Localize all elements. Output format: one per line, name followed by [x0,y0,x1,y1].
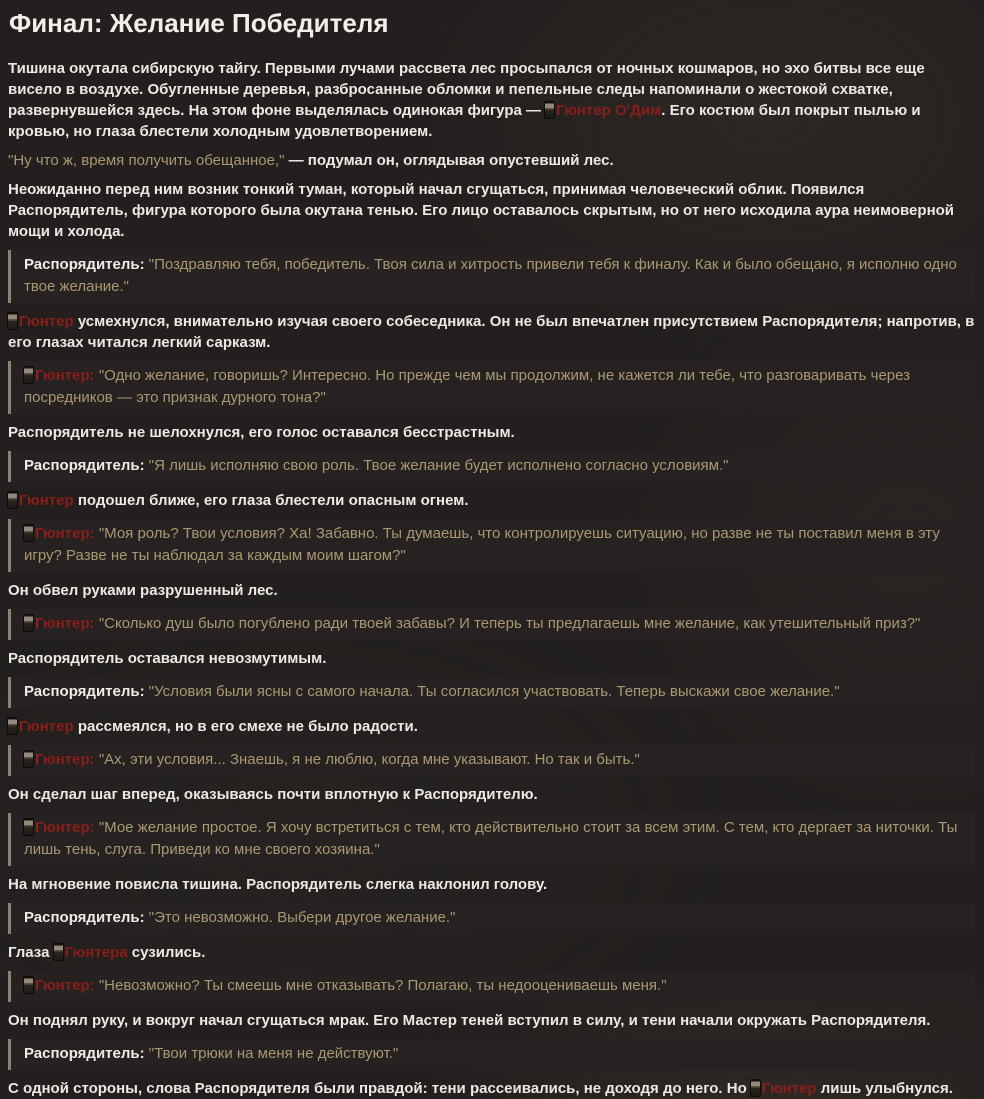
character-link[interactable] [8,718,74,735]
dialogue-speaker: Распорядитель : [24,683,145,700]
story-paragraph [8,942,975,963]
narration-text: рассмеялся, но в его смехе не было радости. [73,718,418,736]
narration-text: Глаза [8,944,54,962]
narration-text: сузились. [127,944,206,962]
dialogue-text: "Ах, эти условия... Знаешь, я не люблю, когда мне указывают. Но так и быть." [98,751,640,769]
dialogue-speaker: Распорядитель : [24,909,145,926]
dialogue-text: "Невозможно? Ты смеешь мне отказывать? Полагаю, ты недооцениваешь меня." [98,977,667,995]
character-link[interactable] [24,525,95,542]
character-name: Гюнтер : [35,819,95,836]
dialogue-text: "Мое желание простое. Я хочу встретиться с тем, кто действительно стоит за всем этим. С тем, кто дергает за ниточки. Ты лишь тень, слуга. Приведи ко мне своего хозяина." [24,819,958,859]
character-name: Гюнтер [19,313,74,331]
story-paragraph [8,1078,975,1099]
character-name: Гюнтер : [35,367,95,384]
story-paragraph [8,150,975,171]
character-portrait-icon [24,751,33,767]
narration-text: Неожиданно перед ним возник тонкий туман, который начал сгущаться, принимая человеческий облик. Появился Распорядитель, фигура которого была окутана тенью. Его лицо оставалось скрытым, но от него исходила аура неимоверной мощи и холода. [8,181,955,241]
story-paragraph [8,311,975,353]
character-name: Гюнтер [19,718,74,736]
narration-text: На мгновение повисла тишина. Распорядитель слегка наклонил голову. [8,876,548,894]
character-portrait-icon [54,944,63,960]
story-paragraph [8,784,975,805]
character-portrait-icon [24,977,33,993]
narration-text: Он сделал шаг вперед, оказываясь почти вплотную к Распорядителю. [8,786,538,804]
narration-text: усмехнулся, внимательно изучая своего собеседника. Он не был впечатлен присутствием Распорядителя; напротив, в его глазах читался легкий сарказм. [8,313,975,352]
character-link[interactable] [8,492,74,509]
dialogue-text: "Условия были ясны с самого начала. Ты согласился участвовать. Теперь выскажи свое желание." [148,683,840,701]
character-portrait-icon [24,525,33,541]
character-name: Гюнтер О'Дим [556,102,662,120]
dialogue-quote [8,677,975,708]
narration-text: — подумал он, оглядывая опустевший лес. [284,152,614,170]
story-content [8,58,975,1099]
dialogue-text: "Твои трюки на меня не действуют." [148,1045,399,1063]
character-link[interactable] [54,944,128,961]
character-link[interactable] [545,102,661,119]
dialogue-quote [8,609,975,640]
character-link[interactable] [24,977,95,994]
dialogue-speaker: Распорядитель : [24,1045,145,1062]
dialogue-quote [8,250,975,303]
dialogue-text: "Это невозможно. Выбери другое желание." [148,909,456,927]
narration-text: Распорядитель оставался невозмутимым. [8,650,327,668]
dialogue-quote [8,745,975,776]
dialogue-quote [8,361,975,414]
character-link[interactable] [751,1080,817,1097]
character-portrait-icon [24,615,33,631]
page-title: Финал: Желание Победителя [9,8,389,38]
character-name: Гюнтер : [35,525,95,542]
dialogue-speaker: Распорядитель : [24,256,145,273]
character-link[interactable] [24,751,95,768]
story-paragraph [8,648,975,669]
character-portrait-icon [8,718,17,734]
story-paragraph [8,716,975,737]
dialogue-quote [8,813,975,866]
character-name: Гюнтер : [35,615,95,632]
story-paragraph [8,1010,975,1031]
dialogue-text: "Поздравляю тебя, победитель. Твоя сила и хитрость привели тебя к финалу. Как и было обещано, я исполню одно твое желание." [24,256,957,296]
dialogue-quote [8,519,975,572]
dialogue-speaker: Распорядитель : [24,457,145,474]
character-link[interactable] [24,615,95,632]
character-name: Гюнтер [19,492,74,510]
character-portrait-icon [751,1080,760,1096]
narration-text: . Его костюм был покрыт пылью и кровью, но глаза блестели холодным удовлетворением. [8,102,921,141]
narration-text: С одной стороны, слова Распорядителя были правдой: тени рассеивались, не доходя до него. Но [8,1080,751,1098]
dialogue-quote [8,1039,975,1070]
story-paragraph [8,874,975,895]
dialogue-text: "Сколько душ было погублено ради твоей забавы? И теперь ты предлагаешь мне желание, как утешительный приз?" [98,615,921,633]
character-link[interactable] [24,367,95,384]
character-portrait-icon [8,492,17,508]
character-portrait-icon [8,313,17,329]
story-paragraph [8,422,975,443]
narration-text: Он поднял руку, и вокруг начал сгущаться мрак. Его Мастер теней вступил в силу, и тени начали окружать Распорядителя. [8,1012,931,1030]
story-paragraph [8,179,975,242]
dialogue-text: "Моя роль? Твои условия? Ха! Забавно. Ты думаешь, что контролируешь ситуацию, но разве не ты поставил меня в эту игру? Разве не ты наблюдал за каждым моим шагом?" [24,525,940,565]
character-portrait-icon [24,367,33,383]
story-paragraph [8,490,975,511]
dialogue-text: "Одно желание, говоришь? Интересно. Но прежде чем мы продолжим, не кажется ли тебе, что разговаривать через посредников — это признак дурного тона?" [24,367,911,407]
dialogue-quote [8,903,975,934]
dialogue-text: "Я лишь исполняю свою роль. Твое желание будет исполнено согласно условиям." [148,457,729,475]
dialogue-quote [8,971,975,1002]
narration-text: лишь улыбнулся. [816,1080,953,1098]
character-name: Гюнтера [64,944,128,962]
narration-text: Распорядитель не шелохнулся, его голос оставался бесстрастным. [8,424,515,442]
story-paragraph [8,58,975,142]
character-name: Гюнтер : [35,751,95,768]
character-portrait-icon [545,102,554,118]
dialogue-quote [8,451,975,482]
story-paragraph [8,580,975,601]
character-name: Гюнтер : [35,977,95,994]
character-link[interactable] [24,819,95,836]
character-portrait-icon [24,819,33,835]
narration-text: Он обвел руками разрушенный лес. [8,582,278,600]
character-link[interactable] [8,313,74,330]
narration-text: подошел ближе, его глаза блестели опасным огнем. [73,492,469,510]
speech-text: "Ну что ж, время получить обещанное," [8,152,285,170]
character-name: Гюнтер [761,1080,817,1098]
narration-text: Тишина окутала сибирскую тайгу. Первыми лучами рассвета лес просыпался от ночных кошмаров, но эхо битвы все еще висело в воздухе. Обугленные деревья, разбросанные обломки и пепельные следы напоминали о жестокой схватке, развернувшейся здесь. На этом фоне выделялась одинокая фигура — [8,60,925,120]
